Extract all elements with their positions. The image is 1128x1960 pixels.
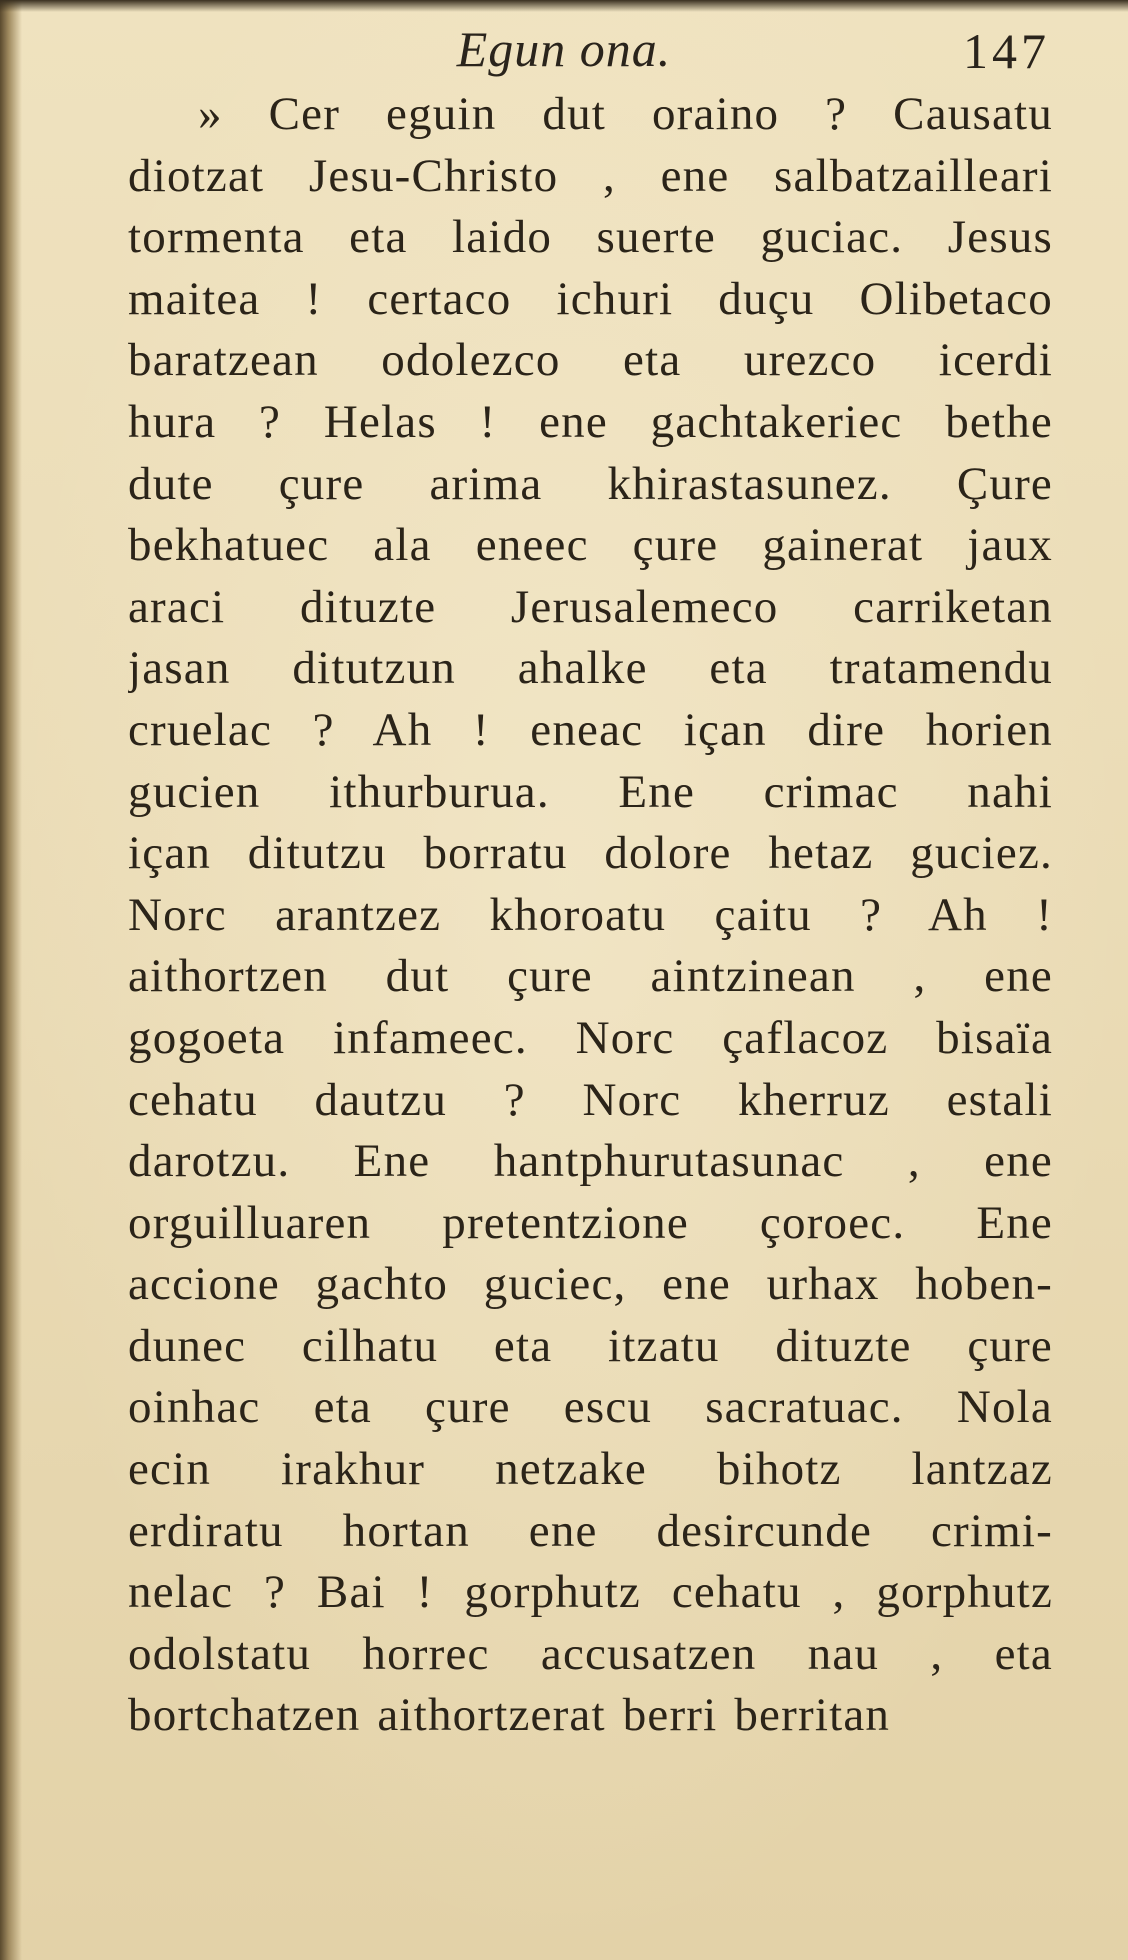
text-line: baratzean odolezco eta urezco icerdi xyxy=(128,334,1053,387)
text-line: nelac ? Bai ! gorphutz cehatu , gorphutz xyxy=(128,1566,1053,1619)
text-line: orguilluaren pretentzione çoroec. Ene xyxy=(128,1196,1053,1249)
text-line: accione gachto guciec, ene urhax hoben- xyxy=(128,1258,1053,1311)
text-line: diotzat Jesu-Christo , ene salbatzailleari xyxy=(128,149,1053,202)
text-line: erdiratu hortan ene desircunde crimi- xyxy=(128,1504,1053,1557)
text-line: gucien ithurburua. Ene crimac nahi xyxy=(128,765,1053,818)
text-line: Norc arantzez khoroatu çaitu ? Ah ! xyxy=(128,888,1053,941)
page-header xyxy=(0,14,1128,84)
text-line: bekhatuec ala eneec çure gainerat jaux xyxy=(128,519,1053,572)
text-line: darotzu. Ene hantphurutasunac , ene xyxy=(128,1135,1053,1188)
text-line: içan ditutzu borratu dolore hetaz guciez. xyxy=(128,827,1053,880)
page-top-edge xyxy=(0,0,1128,12)
page-left-edge xyxy=(0,0,22,1960)
body-text xyxy=(128,84,1053,1747)
text-line: dute çure arima khirastasunez. Çure xyxy=(128,457,1053,510)
text-line: bortchatzen aithortzerat berri berritan xyxy=(128,1689,891,1742)
text-line: aithortzen dut çure aintzinean , ene xyxy=(128,950,1053,1003)
text-line: odolstatu horrec accusatzen nau , eta xyxy=(128,1627,1053,1680)
page-number: 147 xyxy=(963,23,1050,79)
text-line: hura ? Helas ! ene gachtakeriec bethe xyxy=(128,395,1053,448)
text-line: cruelac ? Ah ! eneac içan dire horien xyxy=(128,703,1053,756)
text-line: » Cer eguin dut oraino ? Causatu xyxy=(198,88,1053,140)
text-line: oinhac eta çure escu sacratuac. Nola xyxy=(128,1381,1053,1434)
text-line: tormenta eta laido suerte guciac. Jesus xyxy=(128,211,1053,264)
text-line: dunec cilhatu eta itzatu dituzte çure xyxy=(128,1319,1053,1372)
text-line: maitea ! certaco ichuri duçu Olibetaco xyxy=(128,272,1053,325)
text-line: cehatu dautzu ? Norc kherruz estali xyxy=(128,1073,1053,1126)
text-line: araci dituzte Jerusalemeco carriketan xyxy=(128,580,1053,633)
text-line: ecin irakhur netzake bihotz lantzaz xyxy=(128,1443,1053,1496)
text-line: jasan ditutzun ahalke eta tratamendu xyxy=(128,642,1053,695)
text-line: gogoeta infameec. Norc çaflacoz bisaïa xyxy=(128,1011,1053,1064)
running-title: Egun ona. xyxy=(456,21,672,77)
